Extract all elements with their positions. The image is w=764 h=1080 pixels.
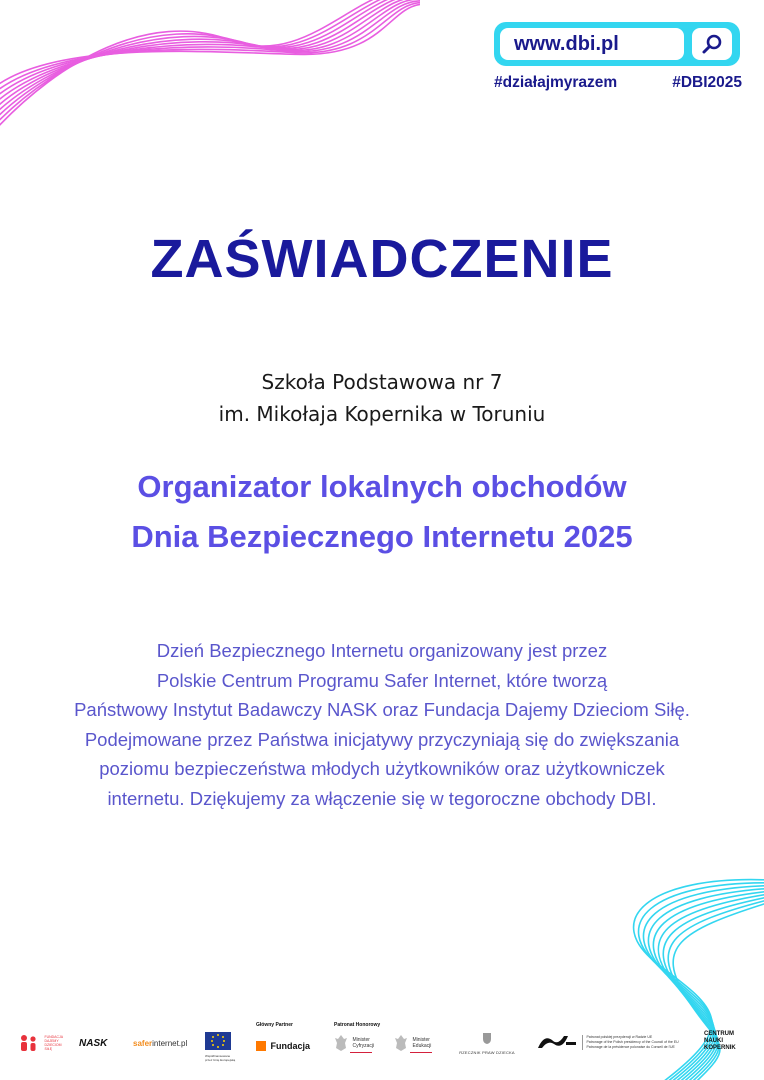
- organizer-role: [0, 462, 764, 562]
- school-line: im. Mikołaja Kopernika w Toruniu: [218, 402, 546, 426]
- main-partner-logo: Główny Partner Fundacja: [256, 1022, 310, 1051]
- partner-logos: [0, 1018, 764, 1068]
- school-name: [0, 366, 764, 430]
- fdds-logo: FUNDACJA DAJEMY DZIECIOM SIŁĘ: [18, 1034, 66, 1052]
- description-paragraph: [0, 636, 764, 813]
- honorary-patronage: Patronat Honorowy: [334, 1022, 381, 1028]
- minister-cyfryzacji-logo: Minister Cyfryzacji: [334, 1034, 376, 1053]
- description-line: poziomu bezpieczeństwa młodych użytkowników oraz użytkowniczek: [99, 758, 665, 779]
- description-line: Polskie Centrum Programu Safer Internet, które tworzą: [156, 669, 608, 691]
- description-line: internetu. Dziękujemy za włączenie się w tegoroczne obchody DBI.: [107, 787, 657, 809]
- hashtags: [494, 74, 742, 92]
- red-underline: [410, 1052, 432, 1053]
- orange-square-icon: [256, 1041, 266, 1051]
- role-line: Dnia Bezpiecznego Internetu 2025: [131, 519, 633, 554]
- minister-edukacji-logo: Minister Edukacji: [394, 1034, 436, 1053]
- centrum-nauki-kopernik-logo: CENTRUM NAUKI KOPERNIK: [704, 1031, 736, 1051]
- role-line: Organizator lokalnych obchodów: [137, 469, 627, 504]
- saferinternet-logo: saferinternet.pl: [133, 1039, 188, 1048]
- crest-icon: [482, 1032, 492, 1045]
- description-line: Państwowy Instytut Badawczy NASK oraz Fundacja Dajemy Dzieciom Siłę.: [74, 699, 690, 720]
- red-underline: [350, 1052, 372, 1053]
- polish-presidency-logo: [536, 1032, 679, 1052]
- website-url-field[interactable]: www.dbi.pl: [500, 28, 684, 60]
- description-line: Podejmowane przez Państwa inicjatywy przyczyniają się do zwiększania: [84, 728, 680, 750]
- presidency-text: Patronat polskiej prezydencji w Radzie UE Patronage of the Polish presidency of the Council of the EU Patronage de la présidence polonaise du Conseil de l'UE: [582, 1035, 678, 1050]
- description-line: Dzień Bezpiecznego Internetu organizowany jest przez: [156, 640, 608, 661]
- school-line: Szkoła Podstawowa nr 7: [261, 370, 503, 394]
- website-search-bar[interactable]: [494, 22, 740, 66]
- nask-logo: NASK: [79, 1038, 108, 1049]
- presidency-mark-icon: [536, 1032, 578, 1052]
- search-button[interactable]: [692, 28, 732, 60]
- rpd-logo: RZECZNIK PRAW DZIECKA: [456, 1032, 518, 1055]
- children-icon: [18, 1034, 40, 1052]
- eu-flag-icon: [205, 1032, 231, 1050]
- eagle-icon: [334, 1034, 348, 1052]
- certificate-title: ZAŚWIADCZENIE: [150, 229, 614, 289]
- eu-logo: Współfinansowane przez Unię Europejską: [205, 1032, 237, 1062]
- eagle-icon: [394, 1034, 408, 1052]
- hashtag-dbi2025: #DBI2025: [672, 74, 742, 91]
- search-icon: [701, 33, 723, 55]
- hashtag-dzialajmyrazem: #działajmyrazem: [494, 74, 618, 91]
- pink-wave-decoration: [0, 0, 420, 150]
